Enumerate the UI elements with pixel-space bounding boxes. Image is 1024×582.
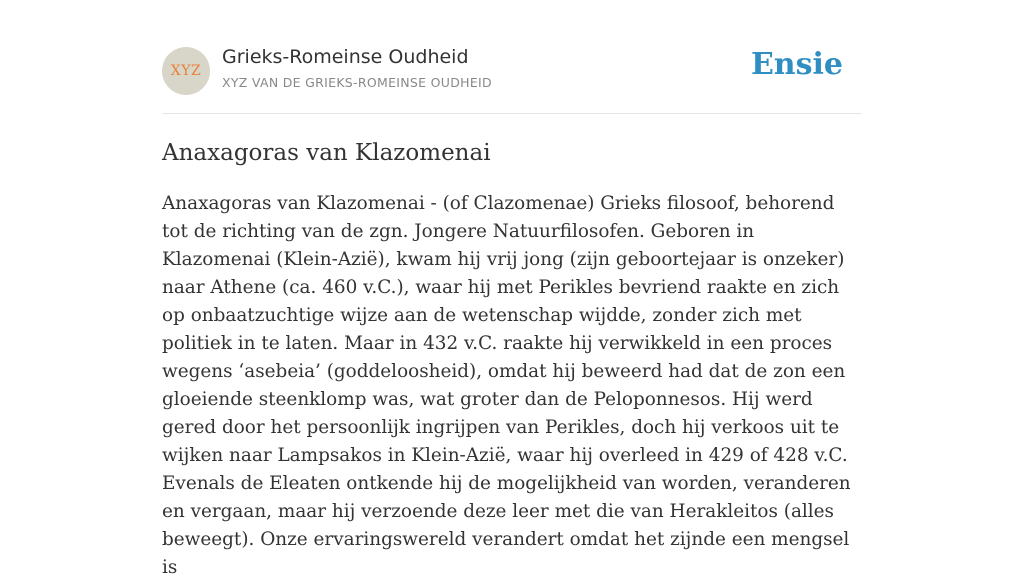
article-body: Anaxagoras van Klazomenai - (of Clazomenae) Grieks filosoof, behorend tot de richting van de zgn. Jongere Natuurfilosofen. Geboren in Klazomenai (Klein-Azië), kwam hij vrij jong (zijn geboortejaar is onzeker) naar Athene (ca. 460 v.C.), waar hij met Perikles bevriend raakte en zich op onbaatzuchtige wijze aan de wetenschap wijdde, zonder zich met politiek in te laten. Maar in 432 v.C. raakte hij verwikkeld in een proces wegens ‘asebeia’ (goddeloosheid), omdat hij beweerd had dat de zon een gloeiende steenklomp was, wat groter dan de Peloponnesos. Hij werd gered door het persoonlijk ingrijpen van Perikles, doch hij verkoos uit te wijken naar Lampsakos in Klein-Azië, waar hij overleed in 429 of 428 v.C. Evenals de Eleaten ontkende hij de mogelijkheid van worden, veranderen en vergaan, maar hij verzoende deze leer met die van Herakleitos (alles beweegt). Onze ervaringswereld verandert omdat het zijnde een mengsel is	[162, 193, 851, 578]
ensie-logo-link[interactable]: Ensie	[750, 47, 843, 82]
header	[162, 0, 862, 114]
avatar-initials: XYZ	[170, 63, 202, 79]
source-title-link[interactable]: Grieks-Romeinse Oudheid	[222, 46, 469, 68]
source-avatar[interactable]	[162, 47, 210, 95]
page-container	[162, 0, 862, 578]
article-title: Anaxagoras van Klazomenai	[162, 140, 491, 166]
source-subtitle: XYZ VAN DE GRIEKS-ROMEINSE OUDHEID	[222, 75, 492, 90]
